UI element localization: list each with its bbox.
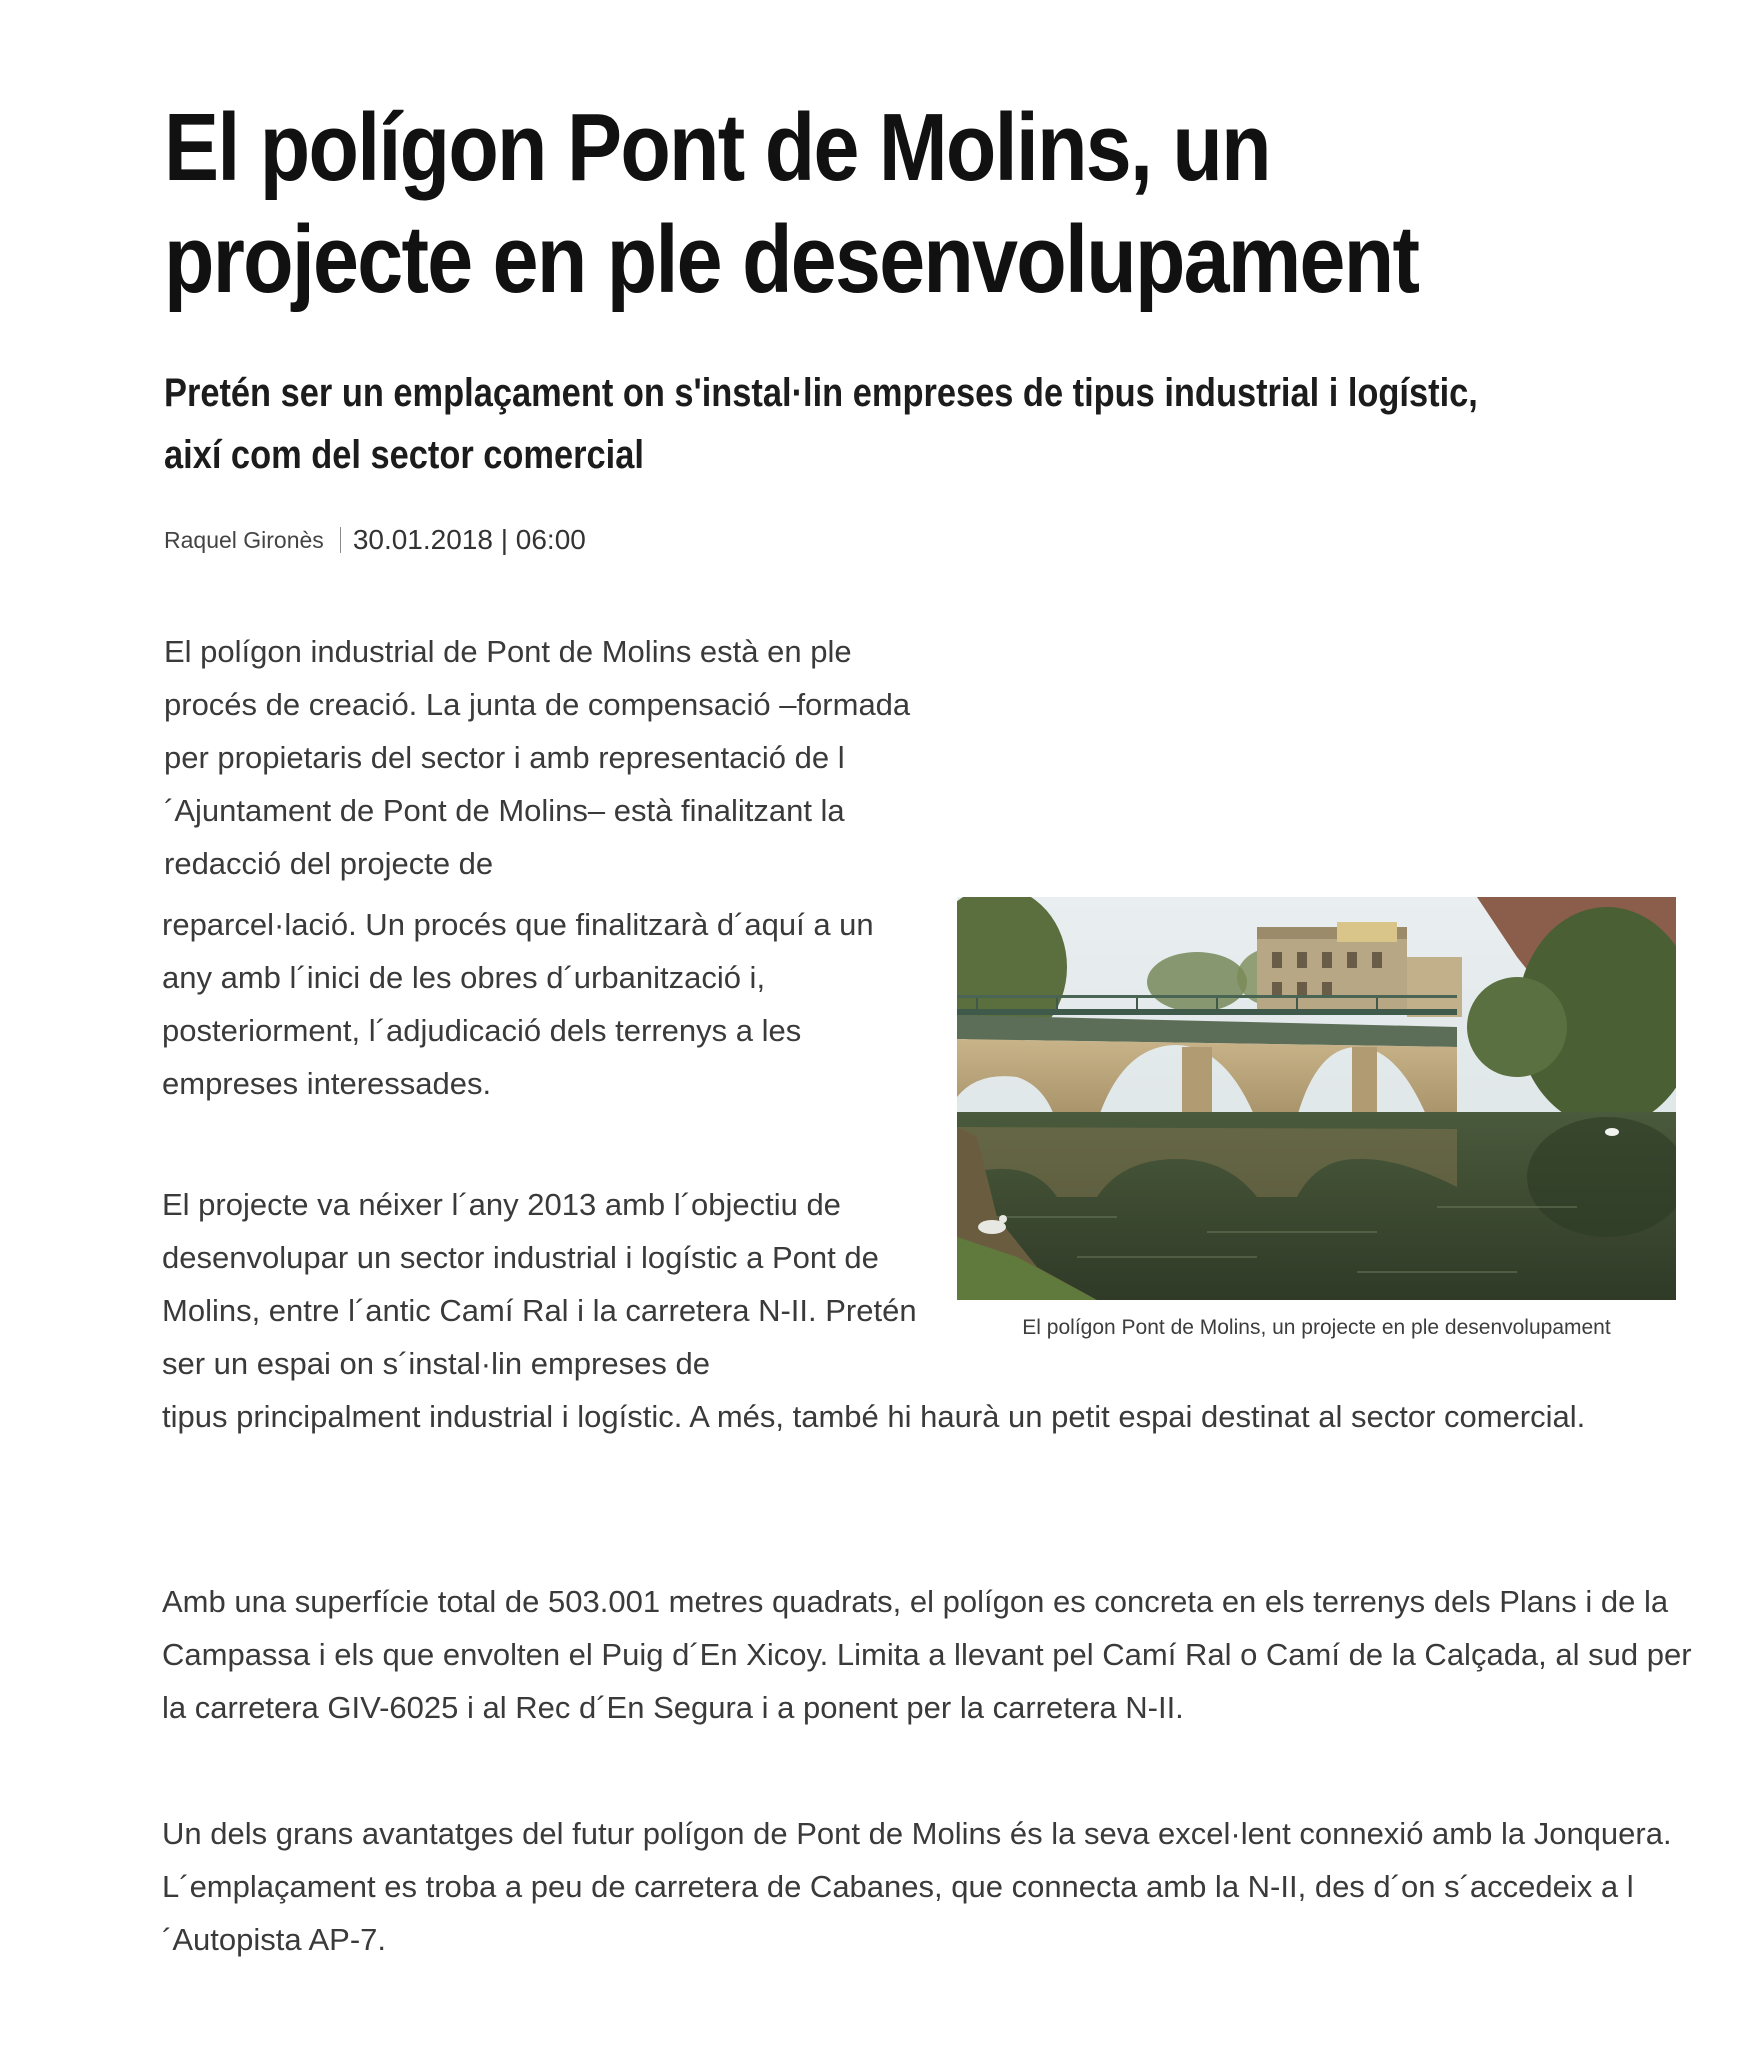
paragraph-3-full-part: tipus principalment industrial i logístic. A més, també hi haurà un petit espai destinat al sector comercial.: [162, 1399, 1586, 1434]
paragraph-4: Amb una superfície total de 503.001 metres quadrats, el polígon es concreta en els terrenys dels Plans i de la Campassa i els que envolten el Puig d´En Xicoy. Limita a llevant pel Camí Ral o Camí de la Calçada, al sud per la carretera GIV-6025 i al Rec d´En Segura i a ponent per la carretera N-II.: [162, 1584, 1692, 1725]
publish-datetime: 30.01.2018 | 06:00: [352, 524, 586, 555]
byline-divider: [340, 527, 341, 553]
article-subtitle: Pretén ser un emplaçament on s'instal·lin empreses de tipus industrial i logístic, així com del sector comercial: [164, 371, 1478, 477]
author-name[interactable]: Raquel Gironès: [164, 526, 324, 553]
figure-caption: El polígon Pont de Molins, un projecte en ple desenvolupament: [1022, 1316, 1611, 1339]
byline: [164, 520, 586, 560]
paragraph-2: reparcel·lació. Un procés que finalitzarà d´aquí a un any amb l´inici de les obres d´urbanització i, posteriorment, l´adjudicació dels terrenys a les empreses interessades.: [162, 907, 874, 1101]
article-figure: [957, 897, 1676, 1342]
paragraph-1: El polígon industrial de Pont de Molins està en ple procés de creació. La junta de compensació –formada per propietaris del sector i amb representació de l´Ajuntament de Pont de Molins– està finalitzant la redacció del projecte de: [164, 634, 911, 881]
paragraph-3-wrapped-part: El projecte va néixer l´any 2013 amb l´objectiu de desenvolupar un sector industrial i logístic a Pont de Molins, entre l´antic Camí Ral i la carretera N-II. Pretén ser un espai on s´instal·lin empreses de: [162, 1187, 917, 1381]
bridge-river-photo[interactable]: [957, 897, 1676, 1300]
paragraph-5: Un dels grans avantatges del futur polígon de Pont de Molins és la seva excel·lent connexió amb la Jonquera. L´emplaçament es troba a peu de carretera de Cabanes, que connecta amb la N-II, des d´on s´accedeix a l´Autopista AP-7.: [162, 1816, 1672, 1957]
article-headline: El polígon Pont de Molins, un projecte en ple desenvolupament: [164, 94, 1419, 313]
